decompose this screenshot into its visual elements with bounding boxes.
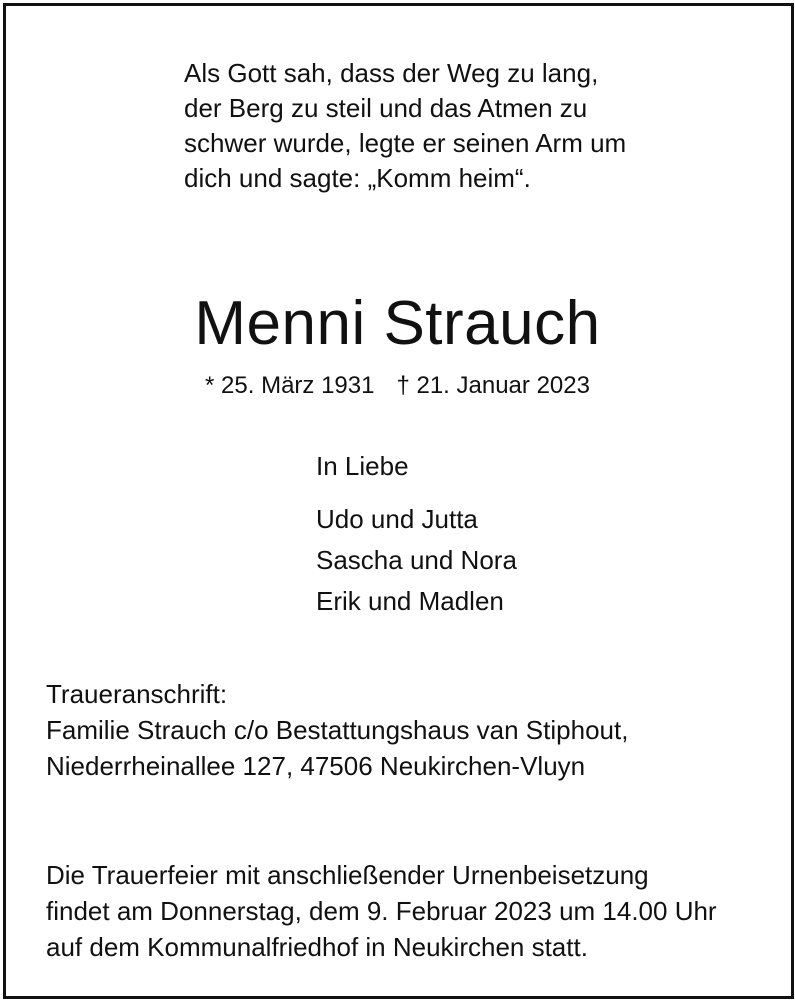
address-line: Familie Strauch c/o Bestattungshaus van Stiphout, [46, 715, 629, 745]
address-label: Traueranschrift: [46, 679, 228, 709]
funeral-service-info [46, 857, 717, 965]
poem-line: schwer wurde, legte er seinen Arm um [184, 128, 627, 158]
poem-line: der Berg zu steil und das Atmen zu [184, 93, 588, 123]
mourner-entry: Erik und Madlen [316, 586, 504, 616]
mourner-entry: Sascha und Nora [316, 545, 517, 575]
death-date: † 21. Januar 2023 [396, 372, 590, 399]
address-line: Niederrheinallee 127, 47506 Neukirchen-Vluyn [46, 751, 586, 781]
poem-line: Als Gott sah, dass der Weg zu lang, [184, 58, 599, 88]
birth-date: * 25. März 1931 [205, 372, 375, 399]
deceased-name: Menni Strauch [194, 289, 601, 358]
memorial-poem [184, 56, 664, 196]
service-line: auf dem Kommunalfriedhof in Neukirchen statt. [46, 932, 588, 962]
mourner-entry: Udo und Jutta [316, 504, 478, 534]
mourners-intro: In Liebe [316, 451, 409, 481]
service-line: Die Trauerfeier mit anschließender Urnenbeisetzung [46, 860, 649, 890]
poem-line: dich und sagte: „Komm heim“. [184, 163, 531, 193]
condolence-address [46, 676, 628, 784]
service-line: findet am Donnerstag, dem 9. Februar 2023 um 14.00 Uhr [46, 896, 717, 926]
life-dates [0, 370, 795, 402]
mourners-list [316, 499, 517, 622]
